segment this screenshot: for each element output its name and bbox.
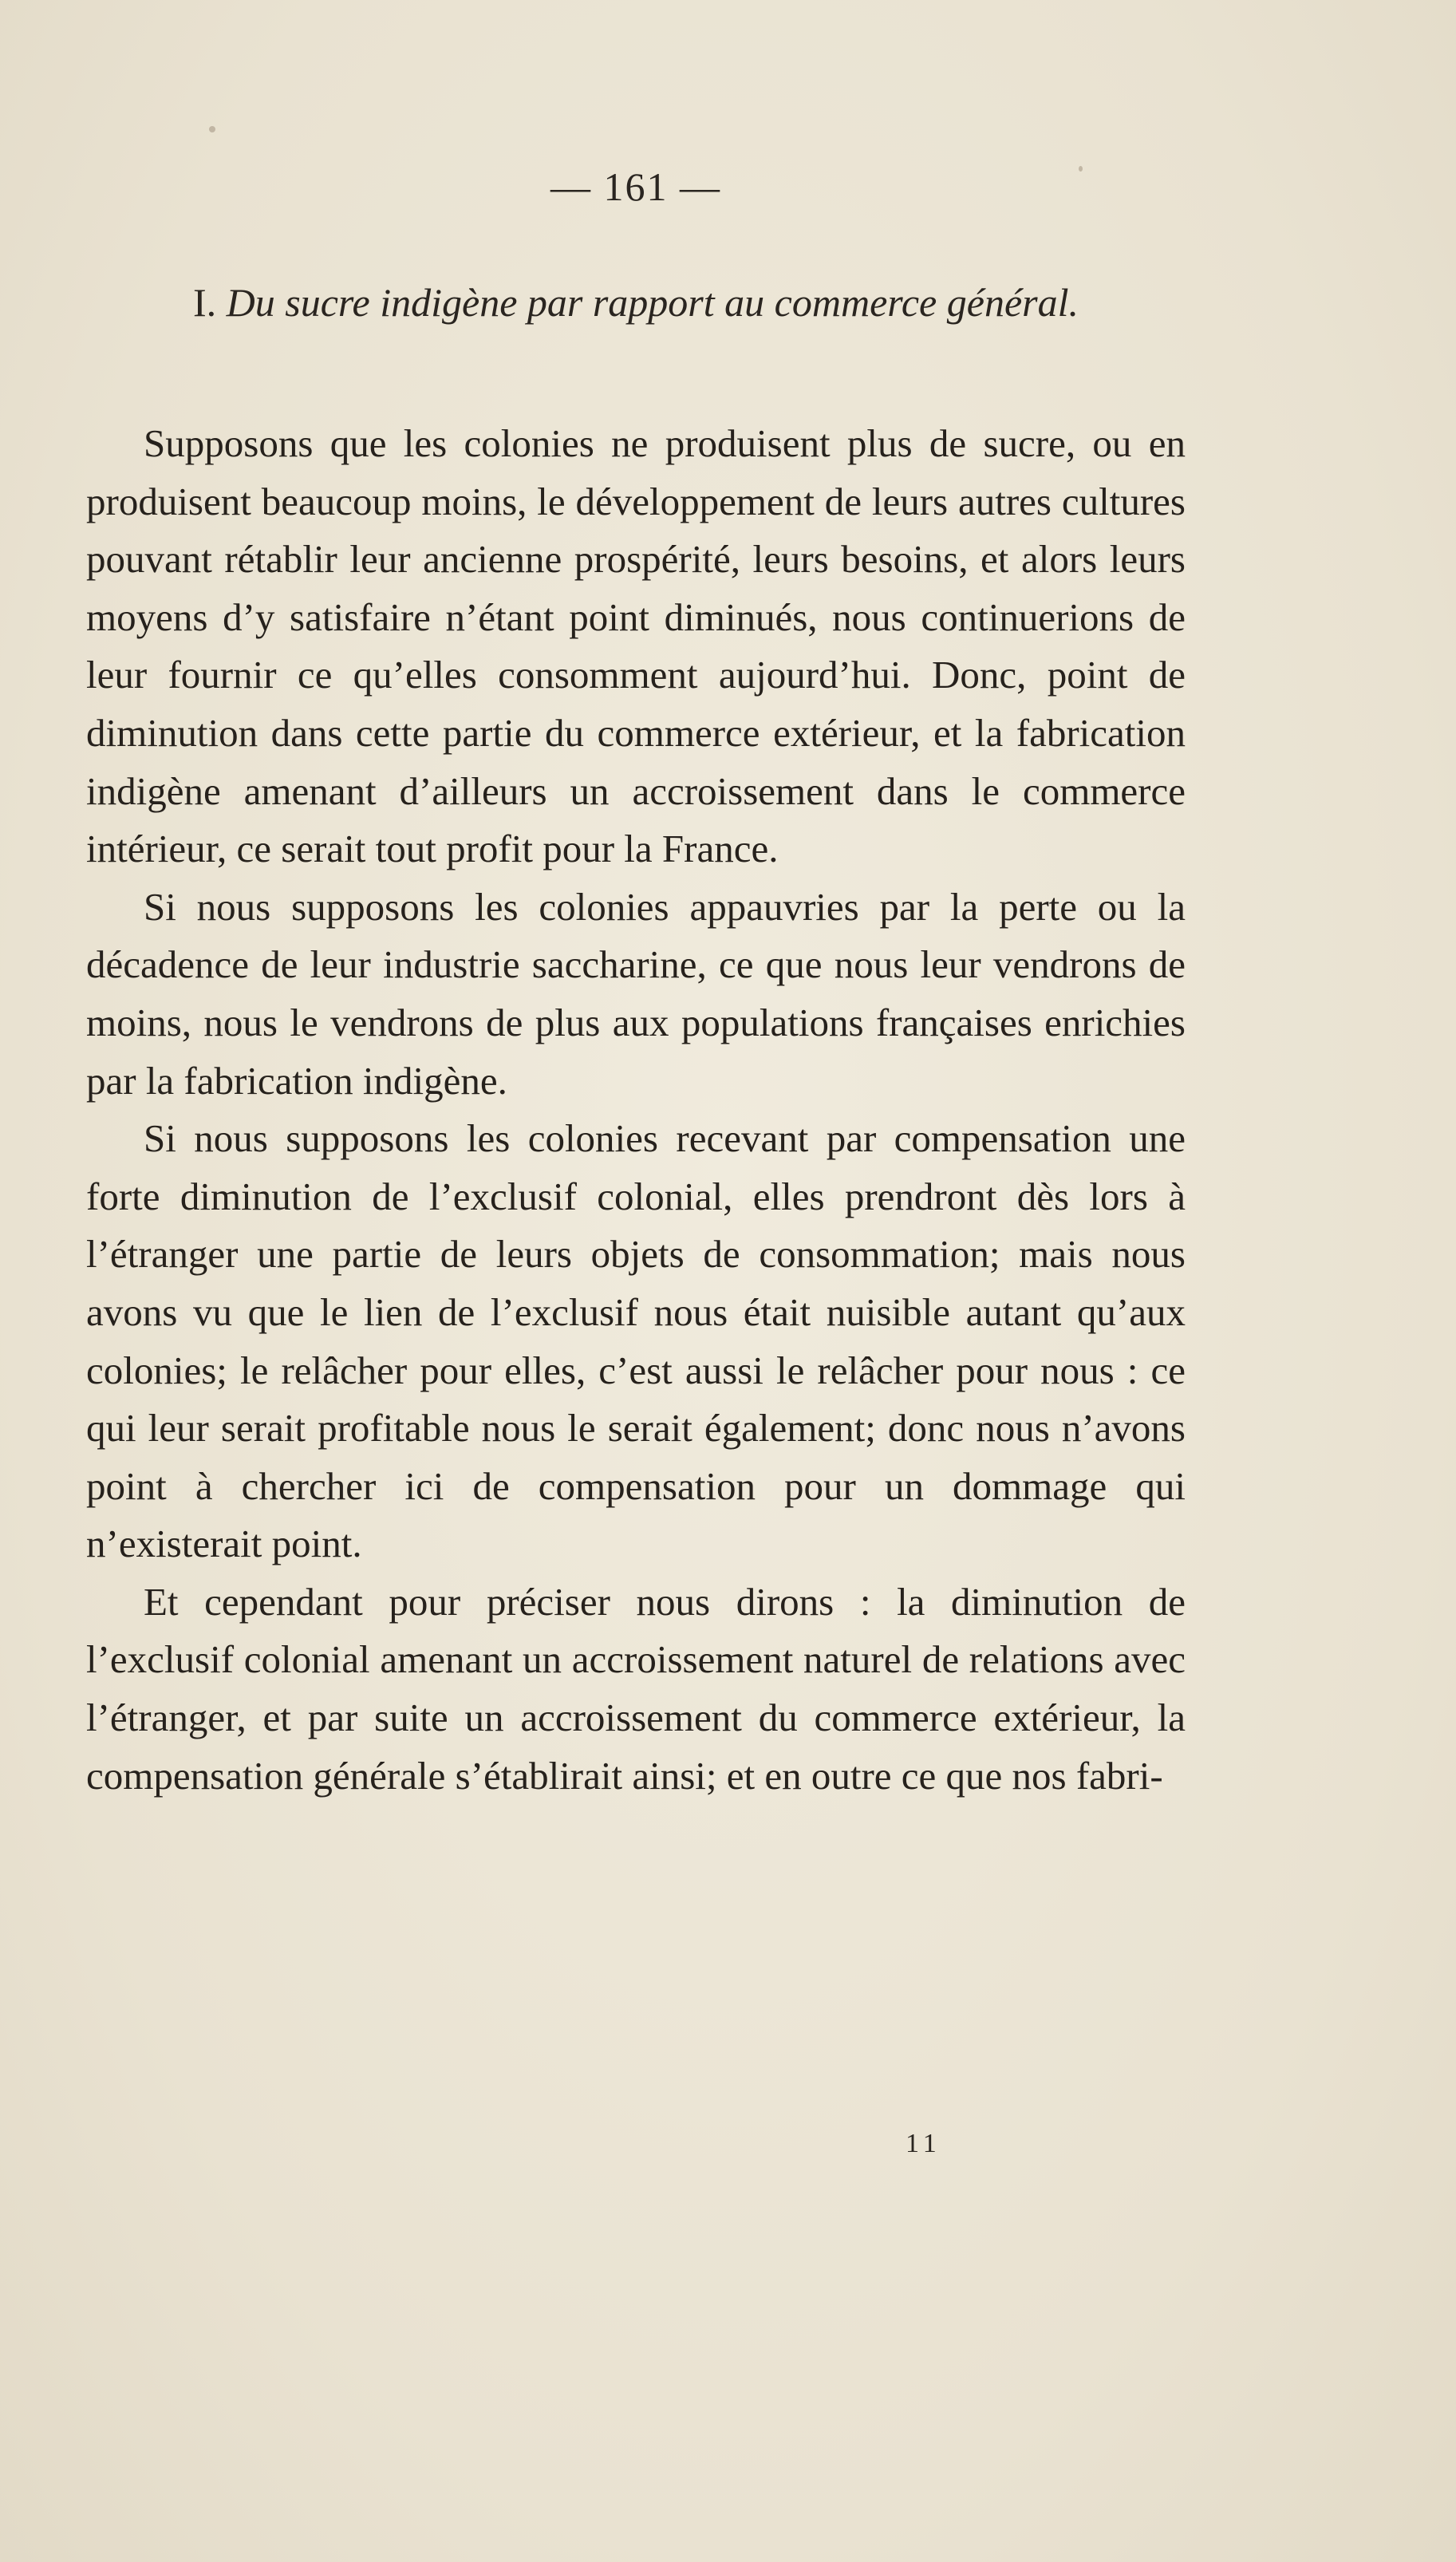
paper-speck [1079, 166, 1083, 172]
section-title: Du sucre indigène par rapport au commerce général. [226, 280, 1079, 325]
signature-mark: 11 [906, 2129, 941, 2158]
page-number: — 161 — [550, 164, 721, 209]
section-heading [86, 273, 1186, 332]
paragraph: Supposons que les colonies ne produisent plus de sucre, ou en produisent beaucoup moins, le développement de leurs autres cultures pouvant rétablir leur ancienne prospérité, leurs besoins, et alors leurs moyens d’y satisfaire n’étant point diminués, nous continuerions de leur fournir ce qu’elles consomment aujourd’hui. Donc, point de diminution dans cette partie du commerce extérieur, et la fabrication indigène amenant d’ailleurs un accroissement dans le commerce intérieur, ce serait tout profit pour la France. [86, 421, 1186, 871]
paragraph: Si nous supposons les colonies appauvries par la perte ou la décadence de leur industrie saccharine, ce que nous leur vendrons de moins, nous le vendrons de plus aux populations françaises enrichies par la fabrication indigène. [86, 884, 1186, 1103]
paragraph: Et cependant pour préciser nous dirons : la diminution de l’exclusif colonial amenant un accroissement naturel de relations avec l’étranger, et par suite un accroissement du commerce extérieur, la compensation générale s’établirait ainsi; et en outre ce que nos fabri- [86, 1579, 1186, 1798]
paper-speck [209, 126, 215, 132]
paragraph: Si nous supposons les colonies recevant par compensation une forte diminution de l’exclusif colonial, elles prendront dès lors à l’étranger une partie de leurs objets de consommation; mais nous avons vu que le lien de l’exclusif nous était nuisible autant qu’aux colonies; le relâcher pour elles, c’est aussi le relâcher pour nous : ce qui leur serait profitable nous le serait également; donc nous n’avons point à chercher ici de compensation pour un dommage qui n’existerait point. [86, 1116, 1186, 1566]
section-number: I. [193, 280, 217, 325]
paper-speck [710, 1249, 714, 1253]
body-text [86, 415, 1186, 1805]
